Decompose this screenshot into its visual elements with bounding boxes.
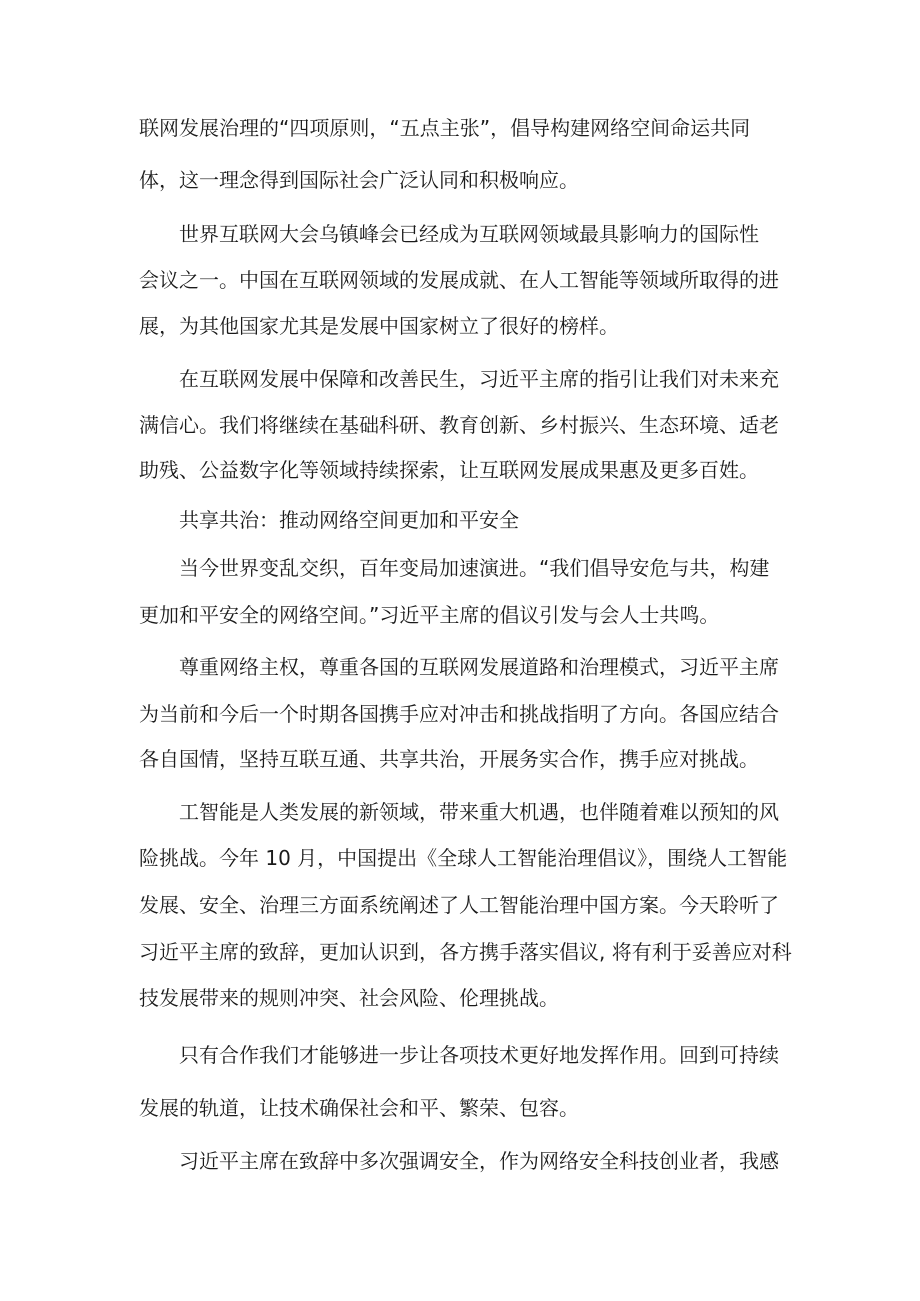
text-line: 在互联网发展中保障和改善民生，习近平主席的指引让我们对未来充 <box>179 367 779 391</box>
text-line: 各自国情，坚持互联互通、共享共治，开展务实合作，携手应对挑战。 <box>139 747 759 771</box>
text-line: 展，为其他国家尤其是发展中国家树立了很好的榜样。 <box>139 314 619 338</box>
text-line: 联网发展治理的“四项原则，“五点主张”，倡导构建网络空间命运共同 <box>139 116 751 140</box>
text-line: 当今世界变乱交织，百年变局加速演进。“我们倡导安危与共，构建 <box>179 556 770 580</box>
text-line: 更加和平安全的网络空间。”习近平主席的倡议引发与会人士共鸣。 <box>139 603 720 627</box>
text-line: 技发展带来的规则冲突、社会风险、伦理挑战。 <box>139 986 559 1010</box>
text-line: 发展、安全、治理三方面系统阐述了人工智能治理中国方案。今天聆听了 <box>139 893 779 917</box>
text-line: 会议之一。中国在互联网领域的发展成就、在人工智能等领域所取得的进 <box>139 268 779 292</box>
text-line: 尊重网络主权，尊重各国的互联网发展道路和治理模式，习近平主席 <box>179 655 779 679</box>
text-line: 助残、公益数字化等领域持续探索，让互联网发展成果惠及更多百姓。 <box>139 458 759 482</box>
text-line: 习近平主席的致辞，更加认识到，各方携手落实倡议, 将有利于妥善应对科 <box>139 940 792 964</box>
text-line: 为当前和今后一个时期各国携手应对冲击和挑战指明了方向。各国应结合 <box>139 702 779 726</box>
section-heading: 共享共治：推动网络空间更加和平安全 <box>179 508 519 532</box>
text-line: 只有合作我们才能够进一步让各项技术更好地发挥作用。回到可持续 <box>179 1043 779 1067</box>
text-line: 工智能是人类发展的新领域，带来重大机遇，也伴随着难以预知的风 <box>179 800 779 824</box>
text-line: 习近平主席在致辞中多次强调安全，作为网络安全科技创业者，我感 <box>179 1149 779 1173</box>
text-line: 险挑战。今年 10 月，中国提出《全球人工智能治理倡议》，围绕人工智能 <box>139 846 788 870</box>
text-line: 满信心。我们将继续在基础科研、教育创新、乡村振兴、生态环境、适老 <box>139 413 779 437</box>
text-line: 发展的轨道，让技术确保社会和平、繁荣、包容。 <box>139 1096 579 1120</box>
text-line: 体，这一理念得到国际社会广泛认同和积极响应。 <box>139 168 579 192</box>
text-line: 世界互联网大会乌镇峰会已经成为互联网领域最具影响力的国际性 <box>179 222 759 246</box>
